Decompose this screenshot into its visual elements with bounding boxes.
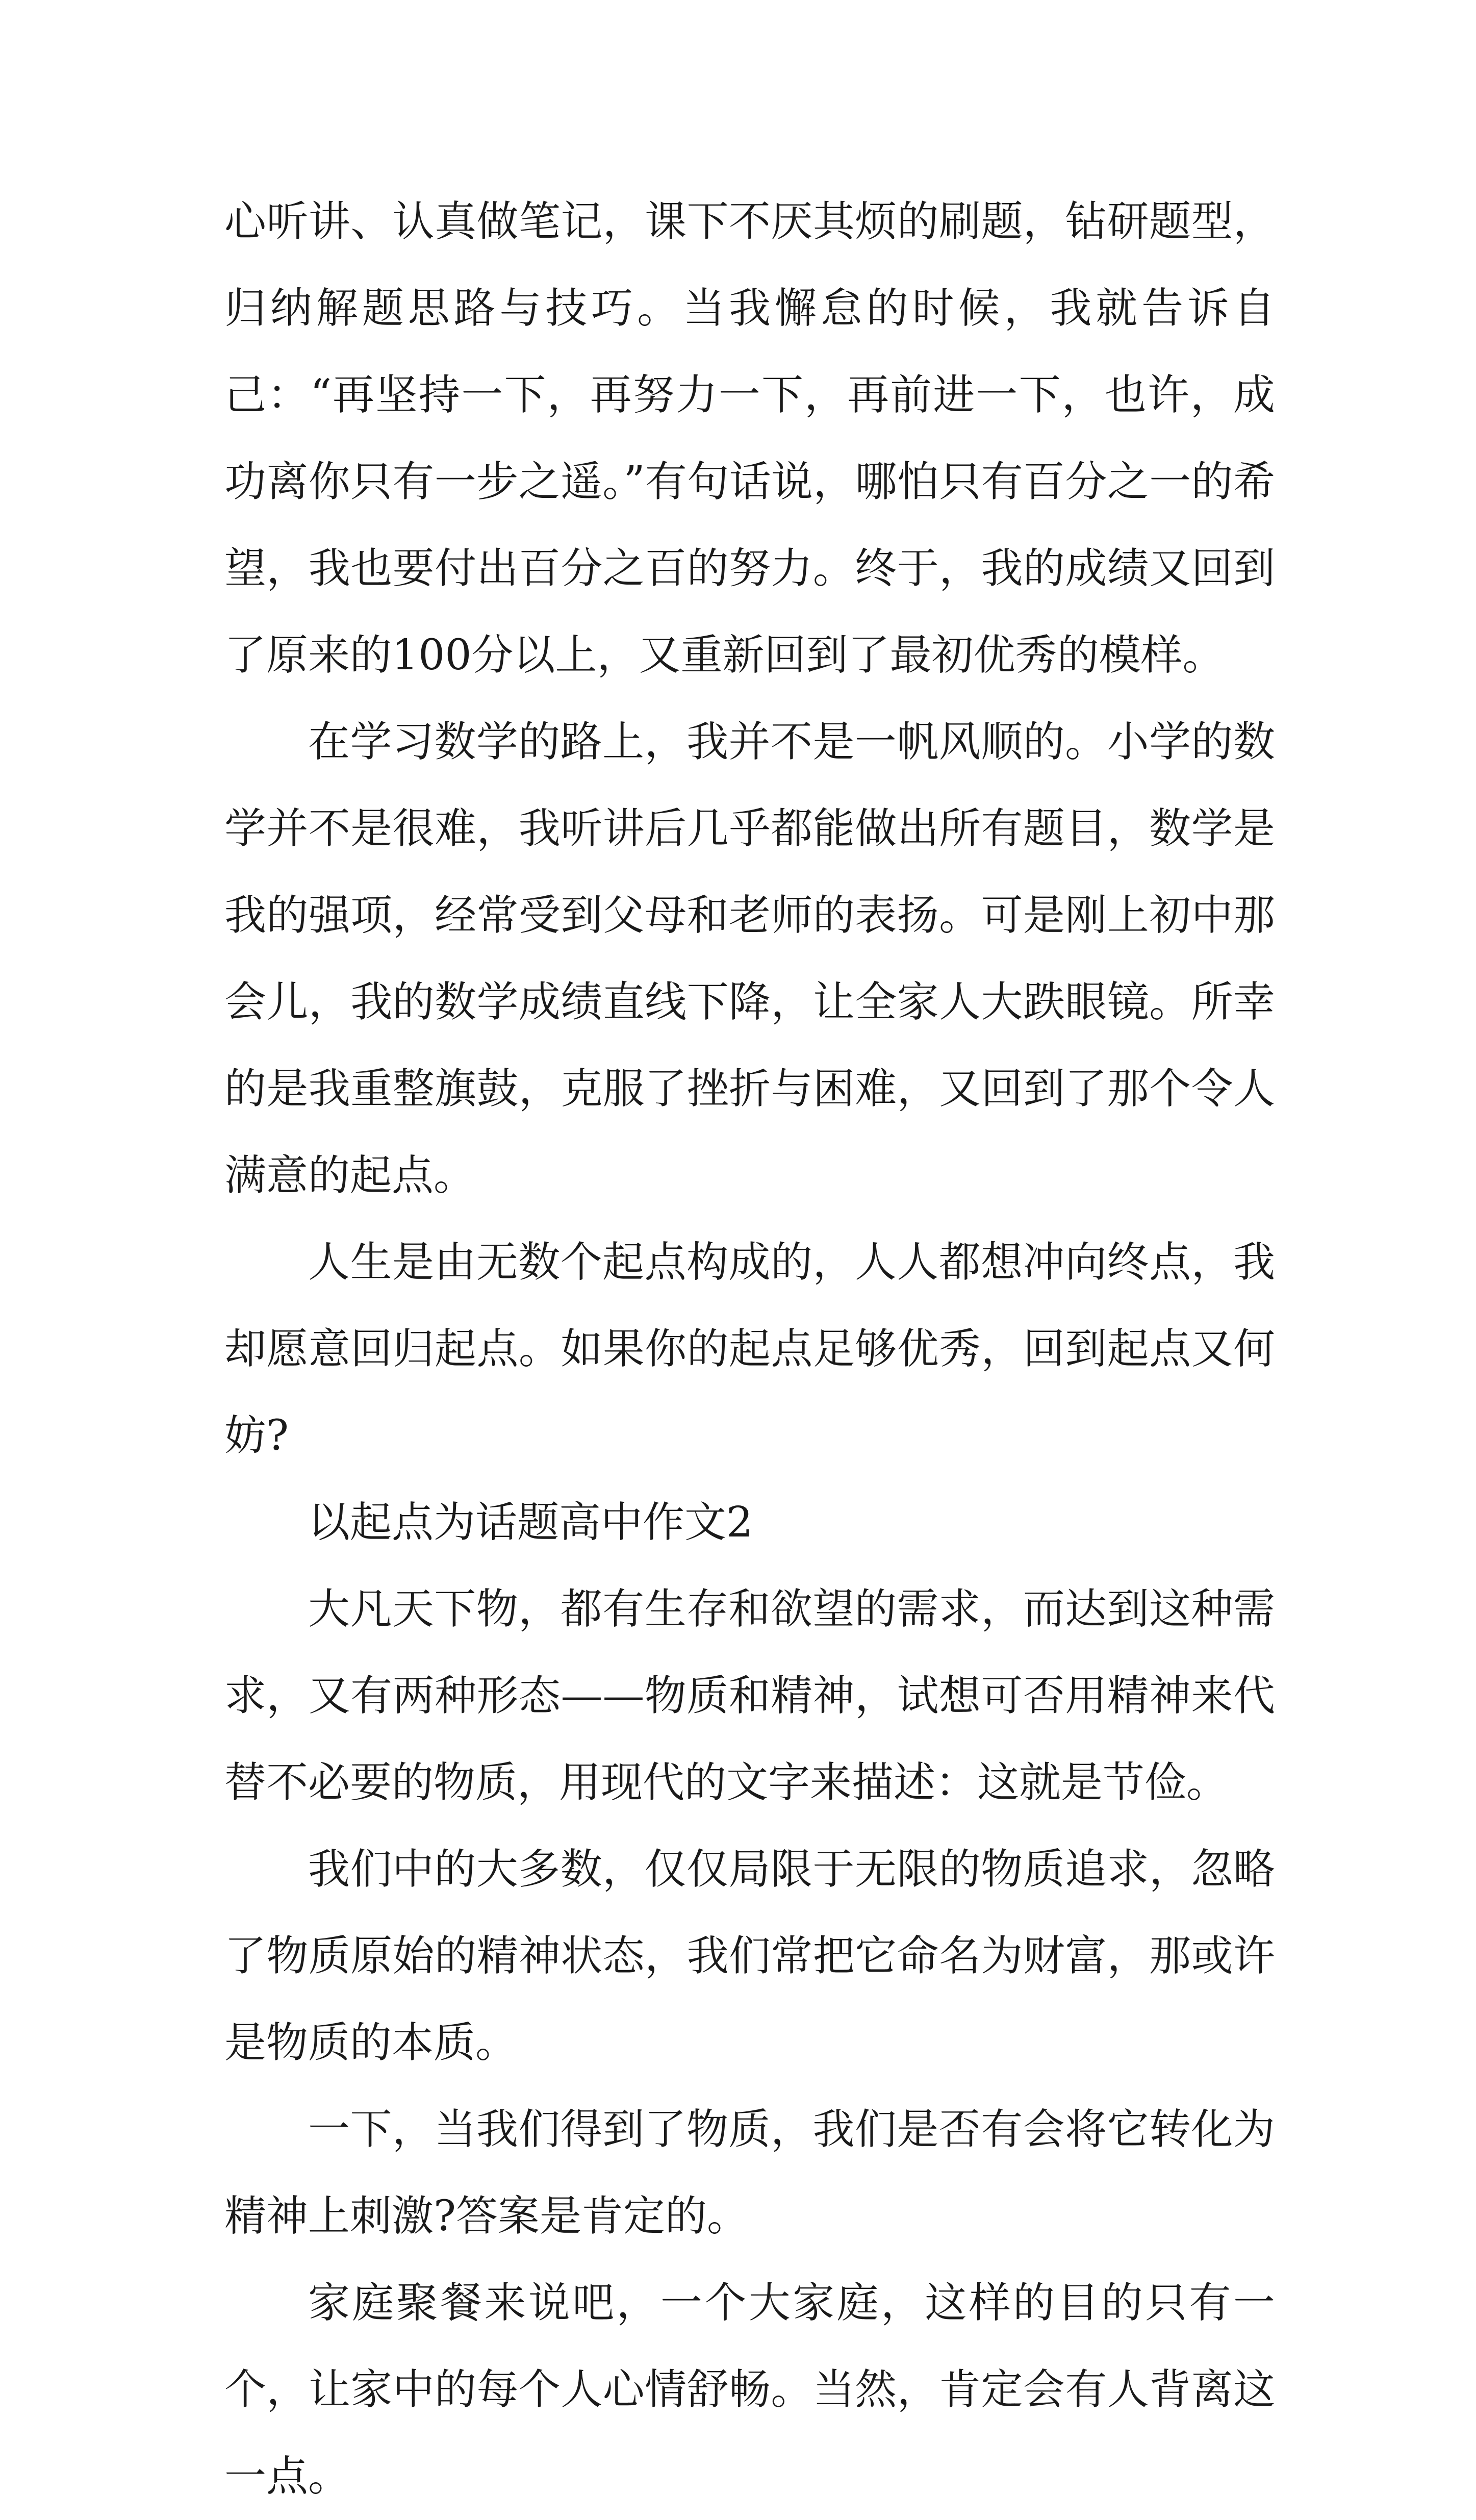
document-body [224,179,1275,2520]
paragraph: 人生是由无数个起点构成的，人人都想冲向终点，我却愿意回归起点。如果你的起点足够优秀，回到起点又何妨? [224,1238,1275,1460]
paragraph: 大凡天下物，都有生存和欲望的需求，而达到这种需求，又有两种形态——物质和精神，试想可否用精神来代替不必要的物质，用现代的文字来描述：这就是节俭。 [224,1585,1275,1807]
paragraph: 家庭聚餐来说吧，一个大家庭，这样的目的只有一个，让家中的每个人心情舒畅。当然，肯定会有人背离这一点。 [224,2279,1275,2501]
paragraph: 在学习数学的路上，我并不是一帆风顺的。小学的数学并不是很难，我听讲后几乎都能做出所有题目，数学是我的强项，经常受到父母和老师的表扬。可是刚上初中那会儿，我的数学成绩直线下降，让全家人大跌眼镜。所幸的是我重整旗鼓，克服了挫折与困难，又回到了那个令人满意的起点。 [224,718,1275,1200]
section-heading: 以起点为话题高中作文2 [308,1498,753,1547]
paragraph: 一下，当我们得到了物质，我们是否有会将它转化为精神上刺激?答案是肯定的。 [224,2105,1275,2240]
paragraph: 我们中的大多数，仅仅局限于无限的物质追求，忽略了物质原始的精神状态，我们常把它命名为财富，那或许是物质的本质。 [224,1845,1275,2067]
paragraph-continuation: 心听讲、认真做笔记，课下不厌其烦的刷题，钻研题型，归纳解题思路与技巧。当我懈怠的时候，我就告诉自己：“再坚持一下，再努力一下，再前进一下，也许，成功离你只有一步之遥。”有句话说，哪怕只有百分之一的希望，我也要付出百分之百的努力。终于，我的成绩又回到了原来的100分以上，又重新回到了最初优秀的模样。 [224,197,1275,679]
